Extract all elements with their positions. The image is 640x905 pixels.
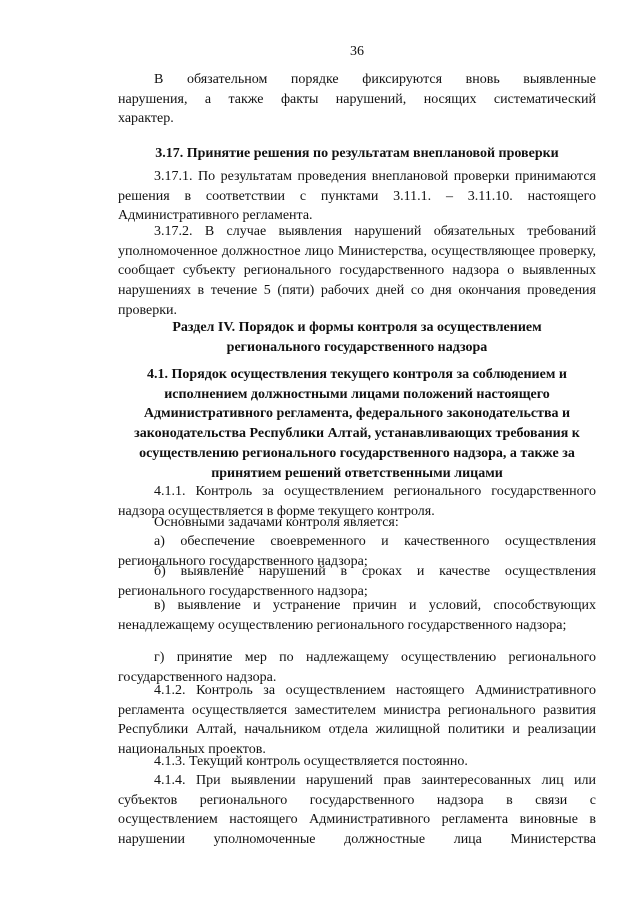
text-line: нарушения, а также факты нарушений, носящих систематический xyxy=(118,91,596,107)
text-line: нарушении уполномоченные должностные лица Министерства xyxy=(118,832,596,848)
paragraph-tasks xyxy=(118,513,596,533)
text-line: 4.1.4. При выявлении нарушений прав заинтересованных лиц или xyxy=(154,773,596,788)
heading-4-1 xyxy=(118,365,596,483)
title-line: Раздел IV. Порядок и формы контроля за осуществлением xyxy=(172,320,542,335)
heading-line: принятием решений ответственными лицами xyxy=(211,465,503,481)
heading-line: исполнением должностными лицами положений настоящего xyxy=(164,386,550,402)
list-item-text: г) принятие мер по надлежащему осуществлению регионального государственного надзора. xyxy=(118,650,596,685)
heading-line: осуществлению регионального государственного надзора, а также за xyxy=(139,445,575,461)
paragraph-3-17-1 xyxy=(118,167,596,226)
list-item-text: а) обеспечение своевременного и качественного осуществления регионального государственного надзора; xyxy=(118,534,596,569)
list-item-text: в) выявление и устранение причин и условий, способствующих ненадлежащему осуществлению регионального государственного надзора; xyxy=(118,598,596,633)
paragraph-4-1-3 xyxy=(118,752,596,772)
paragraph-3-17-2 xyxy=(118,222,596,321)
title-line: регионального государственного надзора xyxy=(226,339,488,355)
text-line: осуществлением настоящего Административного регламента виновные в xyxy=(118,812,596,828)
heading-line: законодательства Республики Алтай, устанавливающих требования к xyxy=(134,426,580,442)
text-line: В обязательном порядке фиксируются вновь выявленные xyxy=(154,72,596,87)
paragraph-text: Основными задачами контроля является: xyxy=(154,515,399,530)
paragraph-intro xyxy=(118,70,596,129)
list-item-text: б) выявление нарушений в сроках и качестве осуществления регионального государственного надзора; xyxy=(118,564,596,599)
paragraph-text: 3.17.1. По результатам проведения внеплановой проверки принимаются решения в соответствии с пунктами 3.11.1. – 3.11.10. настоящего Административного регламента. xyxy=(118,169,596,224)
page-number: 36 xyxy=(350,44,364,59)
paragraph-text: 4.1.1. Контроль за осуществлением регионального государственного надзора осуществляется в форме текущего контроля. xyxy=(118,484,596,519)
text-line: субъектов регионального государственного надзора в связи с xyxy=(118,792,596,808)
paragraph-text: 4.1.3. Текущий контроль осуществляется постоянно. xyxy=(154,754,468,769)
paragraph-4-1-2 xyxy=(118,681,596,760)
paragraph-text: 3.17.2. В случае выявления нарушений обязательных требований уполномоченное должностное лицо Министерства, осуществляющее проверку, сообщает субъекту регионального государственного надзора о выявленных нарушениях в течение 5 (пяти) рабочих дней со дня окончания проведения проверки. xyxy=(118,224,596,318)
text-line: характер. xyxy=(118,111,174,127)
paragraph-4-1-4 xyxy=(118,771,596,850)
list-item-v xyxy=(118,596,596,635)
heading-line: 4.1. Порядок осуществления текущего контроля за соблюдением и xyxy=(147,367,567,382)
section-iv-title xyxy=(118,318,596,357)
heading-line: Административного регламента, федерального законодательства и xyxy=(143,406,571,422)
paragraph-text: 4.1.2. Контроль за осуществлением настоящего Административного регламента осуществляется заместителем министра регионального развития Республики Алтай, начальником отдела жилищной политики и реализации национальных проектов. xyxy=(118,683,596,758)
heading-3-17: 3.17. Принятие решения по результатам внеплановой проверки xyxy=(155,146,559,161)
